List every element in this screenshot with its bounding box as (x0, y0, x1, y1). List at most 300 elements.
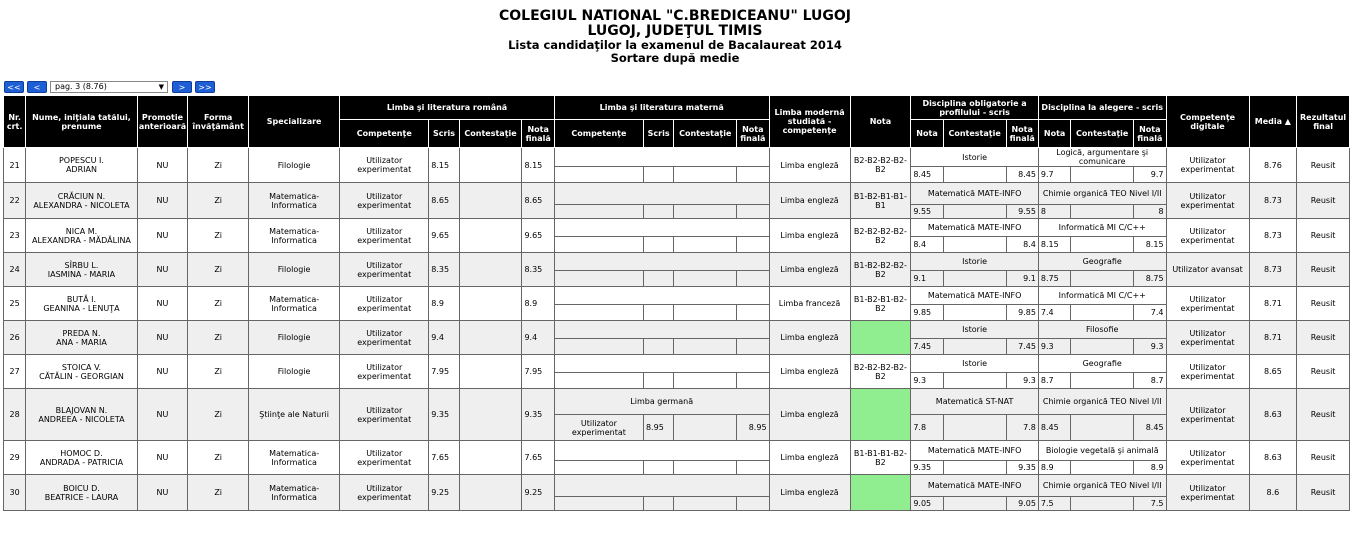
al-discipline-cell: Chimie organică TEO Nivel I/II (1038, 389, 1166, 415)
ob-discipline-cell: Matematică MATE-INFO (911, 219, 1039, 237)
mat-competente-cell (554, 305, 643, 321)
col-ro-competente: Competenţe (340, 120, 429, 148)
ob-final-cell: 9.55 (1006, 205, 1038, 219)
ro-competente-cell: Utilizator experimentat (340, 475, 429, 511)
col-nr: Nr. crt. (4, 96, 26, 148)
mat-contestatie-cell (674, 461, 737, 475)
ro-competente-cell: Utilizator experimentat (340, 183, 429, 219)
ro-competente-cell: Utilizator experimentat (340, 219, 429, 253)
al-contestatie-cell (1071, 497, 1134, 511)
modern-nota-cell: B1-B2-B1-B2-B2 (850, 287, 911, 321)
digitale-cell: Utilizator experimentat (1166, 287, 1249, 321)
modern-nota-cell: B1-B2-B2-B2-B2 (850, 253, 911, 287)
al-discipline-cell: Chimie organică TEO Nivel I/II (1038, 475, 1166, 497)
digitale-cell: Utilizator experimentat (1166, 183, 1249, 219)
first-page-button[interactable]: << (4, 81, 24, 93)
row-number: 25 (4, 287, 26, 321)
al-discipline-cell: Geografie (1038, 355, 1166, 373)
digitale-cell: Utilizator experimentat (1166, 355, 1249, 389)
al-final-cell: 8.45 (1134, 415, 1166, 441)
promotie-cell: NU (137, 389, 188, 441)
col-group-romana: Limba şi literatura română (340, 96, 555, 120)
col-mat-nota-finala: Nota finală (737, 120, 769, 148)
mat-contestatie-cell (674, 497, 737, 511)
ob-nota-cell: 9.3 (911, 373, 943, 389)
ob-final-cell: 9.3 (1006, 373, 1038, 389)
mat-scris-cell (643, 373, 673, 389)
mat-competente-cell (554, 373, 643, 389)
candidates-table (3, 95, 1350, 511)
al-final-cell: 7.5 (1134, 497, 1166, 511)
mat-competente-cell (554, 205, 643, 219)
candidate-surname: STOICA V. (61, 362, 102, 372)
ro-scris-cell: 9.4 (429, 321, 459, 355)
al-final-cell: 7.4 (1134, 305, 1166, 321)
al-final-cell: 8.9 (1134, 461, 1166, 475)
col-name[interactable]: Nume, iniţiala tatălui, prenume (26, 96, 137, 148)
ro-contestatie-cell (459, 183, 522, 219)
col-forma[interactable]: Forma învăţământ (188, 96, 249, 148)
media-cell: 8.76 (1249, 148, 1297, 183)
modern-nota-cell: B2-B2-B2-B2-B2 (850, 219, 911, 253)
forma-cell: Zi (188, 355, 249, 389)
mat-contestatie-cell (674, 271, 737, 287)
ob-final-cell: 8.45 (1006, 167, 1038, 183)
specializare-cell: Filologie (249, 321, 340, 355)
ro-scris-cell: 8.65 (429, 183, 459, 219)
prev-page-button[interactable]: < (27, 81, 47, 93)
mat-contestatie-cell (674, 305, 737, 321)
last-page-button[interactable]: >> (195, 81, 215, 93)
ro-scris-cell: 7.95 (429, 355, 459, 389)
modern-language-cell: Limba engleză (769, 148, 850, 183)
promotie-cell: NU (137, 183, 188, 219)
ob-nota-cell: 9.05 (911, 497, 943, 511)
candidate-name (26, 287, 137, 321)
al-nota-cell: 8.9 (1038, 461, 1070, 475)
mat-contestatie-cell (674, 339, 737, 355)
al-contestatie-cell (1071, 205, 1134, 219)
table-row (4, 389, 1350, 415)
modern-nota-cell: B2-B2-B2-B2-B2 (850, 355, 911, 389)
ob-final-cell: 9.1 (1006, 271, 1038, 287)
row-number: 26 (4, 321, 26, 355)
table-row (4, 183, 1350, 205)
row-number: 30 (4, 475, 26, 511)
mat-contestatie-cell (674, 205, 737, 219)
table-row (4, 287, 1350, 305)
promotie-cell: NU (137, 475, 188, 511)
chevron-down-icon: ▼ (158, 82, 164, 91)
candidate-firstname: ALEXANDRA - NICOLETA (33, 200, 130, 210)
ro-contestatie-cell (459, 355, 522, 389)
ro-final-cell: 9.4 (522, 321, 554, 355)
modern-nota-cell: B1-B2-B1-B1-B1 (850, 183, 911, 219)
mat-final-cell (737, 461, 769, 475)
digitale-cell: Utilizator experimentat (1166, 475, 1249, 511)
ob-discipline-cell: Matematică ST-NAT (911, 389, 1039, 415)
mat-discipline-cell (554, 321, 769, 339)
table-body (4, 148, 1350, 511)
mat-final-cell (737, 205, 769, 219)
mat-scris-cell (643, 271, 673, 287)
media-cell: 8.73 (1249, 219, 1297, 253)
ob-final-cell: 8.4 (1006, 237, 1038, 253)
row-number: 29 (4, 441, 26, 475)
ro-scris-cell: 9.65 (429, 219, 459, 253)
digitale-cell: Utilizator experimentat (1166, 219, 1249, 253)
al-nota-cell: 8.75 (1038, 271, 1070, 287)
mat-discipline-cell: Limba germană (554, 389, 769, 415)
mat-competente-cell (554, 271, 643, 287)
modern-language-cell: Limba franceză (769, 287, 850, 321)
promotie-cell: NU (137, 287, 188, 321)
ro-contestatie-cell (459, 321, 522, 355)
modern-nota-cell (850, 389, 911, 441)
col-promotie[interactable]: Promotie anterioară (137, 96, 188, 148)
ro-contestatie-cell (459, 389, 522, 441)
candidate-firstname: GEANINA - LENUŢA (43, 303, 120, 313)
mat-competente-cell (554, 339, 643, 355)
ro-competente-cell: Utilizator experimentat (340, 389, 429, 441)
al-nota-cell: 7.4 (1038, 305, 1070, 321)
al-contestatie-cell (1071, 271, 1134, 287)
col-group-materna: Limba şi literatura maternă (554, 96, 769, 120)
ro-final-cell: 9.65 (522, 219, 554, 253)
specializare-cell: Matematica-Informatica (249, 219, 340, 253)
al-final-cell: 9.3 (1134, 339, 1166, 355)
row-number: 23 (4, 219, 26, 253)
promotie-cell: NU (137, 148, 188, 183)
ro-competente-cell: Utilizator experimentat (340, 148, 429, 183)
al-discipline-cell: Filosofie (1038, 321, 1166, 339)
mat-final-cell (737, 339, 769, 355)
ob-contestatie-cell (943, 237, 1006, 253)
col-ob-contestatie: Contestaţie (943, 120, 1006, 148)
specializare-cell: Filologie (249, 148, 340, 183)
col-nota: Nota (850, 96, 911, 148)
digitale-cell: Utilizator experimentat (1166, 148, 1249, 183)
ro-final-cell: 9.35 (522, 389, 554, 441)
modern-nota-cell (850, 321, 911, 355)
ob-contestatie-cell (943, 415, 1006, 441)
candidate-surname: NICA M. (65, 226, 98, 236)
candidate-name (26, 183, 137, 219)
candidate-surname: BOICU D. (63, 483, 100, 493)
mat-discipline-cell (554, 183, 769, 205)
ob-nota-cell: 9.35 (911, 461, 943, 475)
modern-language-cell: Limba engleză (769, 253, 850, 287)
ob-final-cell: 7.8 (1006, 415, 1038, 441)
page-select[interactable] (50, 81, 168, 93)
ob-discipline-cell: Matematică MATE-INFO (911, 441, 1039, 461)
specializare-cell: Matematica-Informatica (249, 441, 340, 475)
candidate-name (26, 148, 137, 183)
mat-final-cell (737, 237, 769, 253)
ob-discipline-cell: Istorie (911, 253, 1039, 271)
al-contestatie-cell (1071, 237, 1134, 253)
row-number: 21 (4, 148, 26, 183)
mat-competente-cell (554, 497, 643, 511)
col-mat-scris: Scris (643, 120, 673, 148)
mat-contestatie-cell (674, 237, 737, 253)
mat-competente-cell: Utilizator experimentat (554, 415, 643, 441)
mat-scris-cell (643, 205, 673, 219)
col-ob-nota-finala: Nota finală (1006, 120, 1038, 148)
ro-scris-cell: 7.65 (429, 441, 459, 475)
candidate-name (26, 441, 137, 475)
rezultat-cell: Reusit (1297, 321, 1350, 355)
ob-contestatie-cell (943, 339, 1006, 355)
modern-nota-cell: B2-B2-B2-B2-B2 (850, 148, 911, 183)
ro-scris-cell: 9.35 (429, 389, 459, 441)
media-cell: 8.73 (1249, 183, 1297, 219)
col-specializare[interactable]: Specializare (249, 96, 340, 148)
media-cell: 8.63 (1249, 441, 1297, 475)
forma-cell: Zi (188, 389, 249, 441)
mat-contestatie-cell (674, 415, 737, 441)
ro-final-cell: 7.95 (522, 355, 554, 389)
media-cell: 8.6 (1249, 475, 1297, 511)
candidate-name (26, 355, 137, 389)
ob-contestatie-cell (943, 305, 1006, 321)
ob-nota-cell: 9.1 (911, 271, 943, 287)
table-row (4, 441, 1350, 461)
ro-final-cell: 7.65 (522, 441, 554, 475)
candidate-firstname: ALEXANDRA - MĂDĂLINA (32, 235, 131, 245)
media-cell: 8.65 (1249, 355, 1297, 389)
page-header (0, 8, 1350, 65)
next-page-button[interactable]: > (172, 81, 192, 93)
candidate-firstname: ADRIAN (65, 165, 97, 174)
candidate-firstname: BEATRICE - LAURA (44, 492, 119, 502)
ob-discipline-cell: Istorie (911, 148, 1039, 167)
col-limba-moderna: Limba modernă studiată - competenţe (769, 96, 850, 148)
modern-nota-cell (850, 475, 911, 511)
forma-cell: Zi (188, 321, 249, 355)
media-cell: 8.71 (1249, 287, 1297, 321)
ob-contestatie-cell (943, 167, 1006, 183)
mat-scris-cell (643, 497, 673, 511)
candidate-firstname: ANDREEA - NICOLETA (38, 414, 125, 424)
school-title: COLEGIUL NATIONAL "C.BREDICEANU" LUGOJ (498, 8, 852, 24)
digitale-cell: Utilizator experimentat (1166, 321, 1249, 355)
ob-contestatie-cell (943, 461, 1006, 475)
ob-nota-cell: 7.45 (911, 339, 943, 355)
col-ro-contestatie: Contestaţie (459, 120, 522, 148)
candidate-surname: POPESCU I. (58, 156, 104, 165)
rezultat-cell: Reusit (1297, 219, 1350, 253)
al-contestatie-cell (1071, 167, 1134, 183)
col-mat-competente: Competenţe (554, 120, 643, 148)
media-cell: 8.63 (1249, 389, 1297, 441)
ob-nota-cell: 8.4 (911, 237, 943, 253)
mat-discipline-cell (554, 253, 769, 271)
candidate-name (26, 253, 137, 287)
mat-scris-cell (643, 305, 673, 321)
mat-discipline-cell (554, 475, 769, 497)
mat-final-cell (737, 373, 769, 389)
mat-competente-cell (554, 461, 643, 475)
candidate-name (26, 321, 137, 355)
al-nota-cell: 8 (1038, 205, 1070, 219)
col-digitale[interactable]: Competenţe digitale (1166, 96, 1249, 148)
ro-scris-cell: 8.35 (429, 253, 459, 287)
ro-final-cell: 8.9 (522, 287, 554, 321)
ob-contestatie-cell (943, 497, 1006, 511)
table-row (4, 321, 1350, 339)
ob-discipline-cell: Matematică MATE-INFO (911, 183, 1039, 205)
al-contestatie-cell (1071, 305, 1134, 321)
modern-language-cell: Limba engleză (769, 219, 850, 253)
row-number: 22 (4, 183, 26, 219)
ob-final-cell: 7.45 (1006, 339, 1038, 355)
specializare-cell: Ştiinţe ale Naturii (249, 389, 340, 441)
col-group-alegere: Disciplina la alegere - scris (1038, 96, 1166, 120)
mat-discipline-cell (554, 219, 769, 237)
specializare-cell: Matematica-Informatica (249, 183, 340, 219)
modern-language-cell: Limba engleză (769, 355, 850, 389)
al-discipline-cell: Geografie (1038, 253, 1166, 271)
al-contestatie-cell (1071, 415, 1134, 441)
col-al-contestatie: Contestaţie (1071, 120, 1134, 148)
modern-language-cell: Limba engleză (769, 389, 850, 441)
ob-discipline-cell: Matematică MATE-INFO (911, 287, 1039, 305)
al-discipline-cell: Biologie vegetală şi animală (1038, 441, 1166, 461)
forma-cell: Zi (188, 253, 249, 287)
mat-contestatie-cell (674, 373, 737, 389)
ob-final-cell: 9.35 (1006, 461, 1038, 475)
table-row (4, 355, 1350, 373)
rezultat-cell: Reusit (1297, 183, 1350, 219)
media-cell: 8.71 (1249, 321, 1297, 355)
digitale-cell: Utilizator avansat (1166, 253, 1249, 287)
ob-nota-cell: 8.45 (911, 167, 943, 183)
rezultat-cell: Reusit (1297, 355, 1350, 389)
table-row (4, 148, 1350, 167)
modern-language-cell: Limba engleză (769, 321, 850, 355)
mat-scris-cell: 8.95 (643, 415, 673, 441)
al-final-cell: 9.7 (1134, 167, 1166, 183)
col-group-obligatorie: Disciplina obligatorie a profilului - scris (911, 96, 1039, 120)
al-nota-cell: 9.3 (1038, 339, 1070, 355)
modern-language-cell: Limba engleză (769, 441, 850, 475)
al-final-cell: 8.15 (1134, 237, 1166, 253)
ro-scris-cell: 9.25 (429, 475, 459, 511)
school-location: LUGOJ, JUDEŢUL TIMIS (587, 23, 763, 39)
table-row (4, 253, 1350, 271)
ro-final-cell: 8.15 (522, 148, 554, 183)
col-ro-scris: Scris (429, 120, 459, 148)
ro-final-cell: 8.65 (522, 183, 554, 219)
ob-contestatie-cell (943, 205, 1006, 219)
specializare-cell: Filologie (249, 253, 340, 287)
al-nota-cell: 8.7 (1038, 373, 1070, 389)
mat-discipline-cell (554, 355, 769, 373)
al-discipline-cell: Chimie organică TEO Nivel I/II (1038, 183, 1166, 205)
al-nota-cell: 9.7 (1038, 167, 1070, 183)
promotie-cell: NU (137, 219, 188, 253)
candidate-firstname: IASMINA - MARIA (47, 269, 116, 279)
ro-competente-cell: Utilizator experimentat (340, 321, 429, 355)
col-al-nota-finala: Nota finală (1134, 120, 1166, 148)
ro-contestatie-cell (459, 287, 522, 321)
al-final-cell: 8.7 (1134, 373, 1166, 389)
ob-final-cell: 9.05 (1006, 497, 1038, 511)
ro-final-cell: 8.35 (522, 253, 554, 287)
candidate-firstname: ANA - MARIA (56, 337, 107, 347)
col-media[interactable]: Media ▲ (1249, 96, 1297, 148)
promotie-cell: NU (137, 253, 188, 287)
ob-discipline-cell: Matematică MATE-INFO (911, 475, 1039, 497)
candidate-surname: BLAJOVAN N. (55, 405, 108, 415)
specializare-cell: Matematica-Informatica (249, 287, 340, 321)
digitale-cell: Utilizator experimentat (1166, 389, 1249, 441)
mat-scris-cell (643, 237, 673, 253)
candidate-firstname: ANDRADA - PATRICIA (39, 457, 124, 467)
rezultat-cell: Reusit (1297, 441, 1350, 475)
ro-scris-cell: 8.15 (429, 148, 459, 183)
candidate-name (26, 389, 137, 441)
promotie-cell: NU (137, 441, 188, 475)
media-cell: 8.73 (1249, 253, 1297, 287)
candidate-surname: HOMOC D. (60, 448, 103, 458)
mat-discipline-cell (554, 148, 769, 167)
al-discipline-cell: Informatică MI C/C++ (1038, 287, 1166, 305)
modern-nota-cell: B1-B1-B1-B2-B2 (850, 441, 911, 475)
ob-discipline-cell: Istorie (911, 355, 1039, 373)
mat-final-cell (737, 271, 769, 287)
ob-discipline-cell: Istorie (911, 321, 1039, 339)
forma-cell: Zi (188, 441, 249, 475)
rezultat-cell: Reusit (1297, 389, 1350, 441)
candidate-name (26, 475, 137, 511)
ob-nota-cell: 7.8 (911, 415, 943, 441)
candidate-firstname: CĂTĂLIN - GEORGIAN (39, 371, 124, 381)
page-select-value: pag. 3 (8.76) (55, 81, 107, 91)
ro-competente-cell: Utilizator experimentat (340, 287, 429, 321)
al-nota-cell: 8.15 (1038, 237, 1070, 253)
mat-final-cell (737, 497, 769, 511)
forma-cell: Zi (188, 219, 249, 253)
ro-contestatie-cell (459, 253, 522, 287)
col-al-nota: Nota (1038, 120, 1070, 148)
rezultat-cell: Reusit (1297, 253, 1350, 287)
mat-final-cell: 8.95 (737, 415, 769, 441)
ro-contestatie-cell (459, 441, 522, 475)
col-rezultat[interactable]: Rezultatul final (1297, 96, 1350, 148)
mat-contestatie-cell (674, 167, 737, 183)
al-contestatie-cell (1071, 339, 1134, 355)
forma-cell: Zi (188, 475, 249, 511)
mat-discipline-cell (554, 441, 769, 461)
al-contestatie-cell (1071, 461, 1134, 475)
forma-cell: Zi (188, 148, 249, 183)
row-number: 28 (4, 389, 26, 441)
ob-nota-cell: 9.55 (911, 205, 943, 219)
mat-final-cell (737, 305, 769, 321)
mat-competente-cell (554, 237, 643, 253)
mat-scris-cell (643, 339, 673, 355)
candidate-surname: BUTĂ I. (66, 294, 97, 304)
rezultat-cell: Reusit (1297, 287, 1350, 321)
al-nota-cell: 8.45 (1038, 415, 1070, 441)
col-mat-contestatie: Contestaţie (674, 120, 737, 148)
al-discipline-cell: Logică, argumentare şi comunicare (1038, 148, 1166, 167)
row-number: 24 (4, 253, 26, 287)
mat-scris-cell (643, 167, 673, 183)
ob-contestatie-cell (943, 271, 1006, 287)
